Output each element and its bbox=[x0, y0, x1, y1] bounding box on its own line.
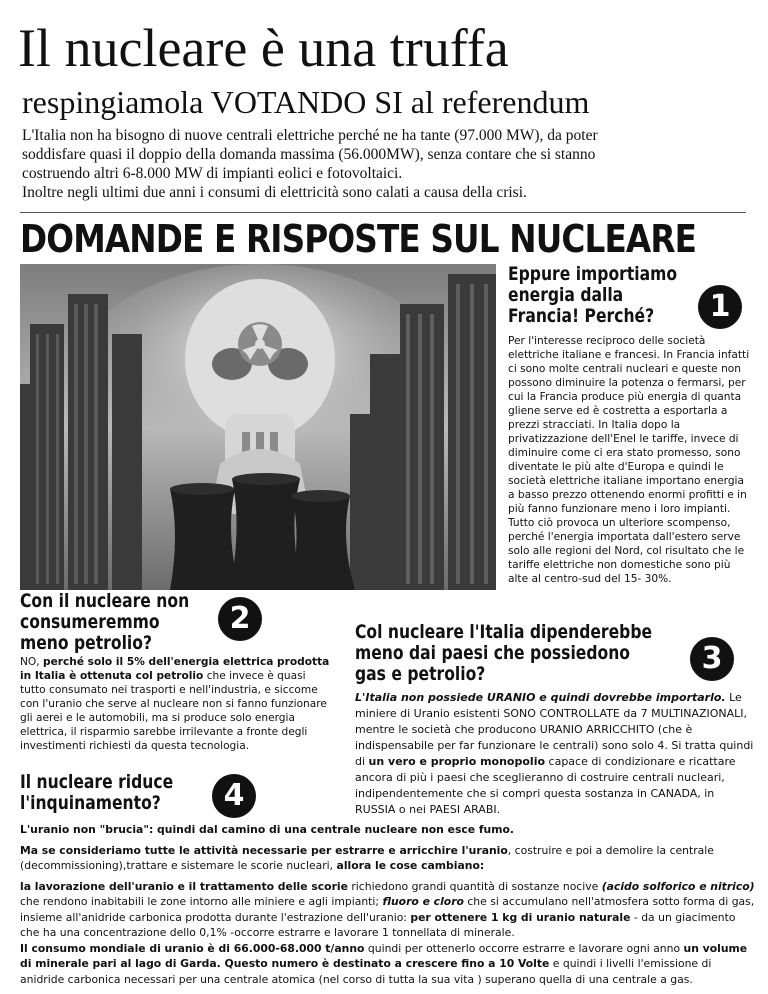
question-4-title bbox=[20, 772, 173, 814]
question-title-line: Eppure importiamo bbox=[508, 263, 678, 285]
question-title-line: Il nucleare riduce bbox=[20, 771, 174, 793]
answer-paragraph bbox=[20, 843, 755, 874]
answer-highlight: la lavorazione dell'uranio e il trattamento delle scorie bbox=[20, 879, 348, 893]
intro-line: costruendo altri 6-8.000 MW di impianti eolici e fotovoltaici. bbox=[22, 165, 403, 182]
question-title-line: Con il nucleare non bbox=[20, 590, 190, 612]
answer-lead: NO, bbox=[20, 656, 43, 668]
answer-text: che si accumulano nell'atmosfera sotto forma di gas, insieme all'anidride carbonica prodotta durante l'estrazione dell'uranio: bbox=[20, 895, 755, 924]
answer-text: quindi per ottenerlo occorre estrarre e lavorare ogni anno bbox=[364, 941, 684, 955]
question-2-answer bbox=[20, 655, 330, 753]
answer-highlight: fluoro e cloro bbox=[382, 895, 464, 908]
answer-text: - da un giacimento che ha una concentrazione dello 0,1% -occorre estrarre e lavorare 1 tonnellata di minerale. bbox=[20, 910, 736, 939]
answer-highlight: allora le cose cambiano: bbox=[336, 859, 485, 872]
answer-text: richiedono grandi quantità di sostanze nocive bbox=[347, 879, 602, 893]
question-title-line: energia dalla bbox=[508, 284, 624, 306]
intro-line: soddisfare quasi il doppio della domanda massima (56.000MW), senza contare che si stanno bbox=[22, 146, 596, 163]
question-3-number-badge: 3 bbox=[690, 637, 734, 681]
question-1-title bbox=[508, 264, 677, 327]
question-3-title bbox=[355, 622, 652, 685]
question-title-line: l'inquinamento? bbox=[20, 792, 161, 814]
answer-highlight: un volume di minerale pari al lago di Garda. Questo numero è destinato a crescere fino a 10 Volte bbox=[20, 941, 748, 970]
intro-line: L'Italia non ha bisogno di nuove centrali elettriche perché ne ha tante (97.000 MW), da poter bbox=[22, 127, 598, 144]
answer-highlight: L'Italia non possiede URANIO e quindi dovrebbe importarlo. bbox=[355, 691, 726, 704]
question-title-line: gas e petrolio? bbox=[355, 663, 486, 685]
answer-highlight: Ma se consideriamo tutte le attività necessarie per estrarre e arricchire l'uranio bbox=[20, 843, 508, 857]
answer-text: e quindi i livelli l'emissione di anidride carbonica necessari per una centrale atomica (nel corso di tutta la sua vita ) superano quella di una centrale a gas. bbox=[20, 957, 712, 986]
nuclear-skull-illustration bbox=[20, 264, 496, 590]
answer-text: , costruire e poi a demolire la centrale (decommissioning),trattare e sistemare le scorie nucleari, bbox=[20, 843, 714, 872]
answer-paragraph bbox=[20, 822, 755, 838]
question-2-title bbox=[20, 591, 189, 654]
question-title-line: meno dai paesi che possiedono bbox=[355, 642, 631, 664]
answer-highlight: L'uranio non "brucia": quindi dal camino di una centrale nucleare non esce fumo. bbox=[20, 823, 515, 836]
answer-paragraph bbox=[20, 941, 755, 988]
question-4-answer bbox=[20, 822, 755, 992]
question-3-answer bbox=[355, 690, 755, 818]
answer-highlight: un vero e proprio monopolio bbox=[368, 755, 546, 768]
question-1-answer: Per l'interesse reciproco delle società elettriche italiane e francesi. In Francia infatti ci sono molte centrali nucleari e queste non possono diminuire la potenza o fermarsi, per cui la Francia produce più energia di quanta gliene serve ed è costretta a esportarla a prezzi stracciati. In Italia dopo la privatizzazione dell'Enel le tariffe, invece di diminuire come ci era stato promesso, sono diventate le più alte d'Europa e quindi le società elettriche italiane importano energia a basso prezzo ottenendo enormi profitti e in più fanno funzionare meno i loro impianti. Tutto ciò provoca un ulteriore scompenso, perché l'energia importata dall'estero serve solo alle regioni del Nord, col risultato che le tariffe elettriche non domestiche sono più alte al centro-sud del 15- 30%. bbox=[508, 335, 750, 585]
page-subtitle: respingiamola VOTANDO SI al referendum bbox=[22, 84, 590, 120]
question-1-number-badge: 1 bbox=[698, 285, 742, 329]
question-title-line: Col nucleare l'Italia dipenderebbe bbox=[355, 621, 653, 643]
answer-highlight: Il consumo mondiale di uranio è di 66.000-68.000 t/anno bbox=[20, 941, 365, 955]
answer-text: capace di condizionare e ricattare ancora di più i paesi che sceglieranno di costruire centrali nucleari, indipendentemente che si compri questa sostanza in CANADA, in RUSSIA o nei PAESI ARABI. bbox=[355, 755, 736, 816]
question-2-number-badge: 2 bbox=[218, 597, 262, 641]
answer-text: che rendono inabitabili le zone intorno alle miniere e agli impianti; bbox=[20, 895, 383, 908]
answer-text: Le miniere di Uranio esistenti SONO CONTROLLATE da 7 MULTINAZIONALI, mentre le società che producono URANIO ARRICCHITO (che è indispensabile per far funzionare le centrali) sono solo 4. Si tratta quindi di bbox=[355, 691, 754, 768]
question-title-line: meno petrolio? bbox=[20, 632, 153, 654]
intro-paragraph bbox=[22, 126, 752, 202]
answer-highlight: per ottenere 1 kg di uranio naturale bbox=[410, 910, 631, 924]
divider bbox=[20, 212, 746, 213]
question-title-line: consumeremmo bbox=[20, 611, 160, 633]
question-4-number-badge: 4 bbox=[212, 774, 256, 818]
answer-paragraph bbox=[20, 879, 755, 941]
page-title: Il nucleare è una truffa bbox=[18, 18, 509, 78]
section-title: DOMANDE E RISPOSTE SUL NUCLEARE bbox=[20, 217, 697, 261]
intro-line: Inoltre negli ultimi due anni i consumi di elettricità sono calati a causa della crisi. bbox=[22, 184, 527, 201]
answer-highlight: (acido solforico e nitrico) bbox=[601, 879, 755, 893]
answer-text: che invece è quasi tutto consumato nei trasporti e nell'industria, e siccome con l'uranio che serve al nucleare non si fanno funzionare gli aerei e le automobili, ma si produce solo energia elettrica, il risparmio sarebbe irrilevante a fronte degli investimenti richiesti da questa tecnologia. bbox=[20, 670, 327, 752]
answer-highlight: perché solo il 5% dell'energia elettrica prodotta in Italia è ottenuta col petrolio bbox=[20, 656, 330, 682]
question-title-line: Francia! Perché? bbox=[508, 305, 655, 327]
